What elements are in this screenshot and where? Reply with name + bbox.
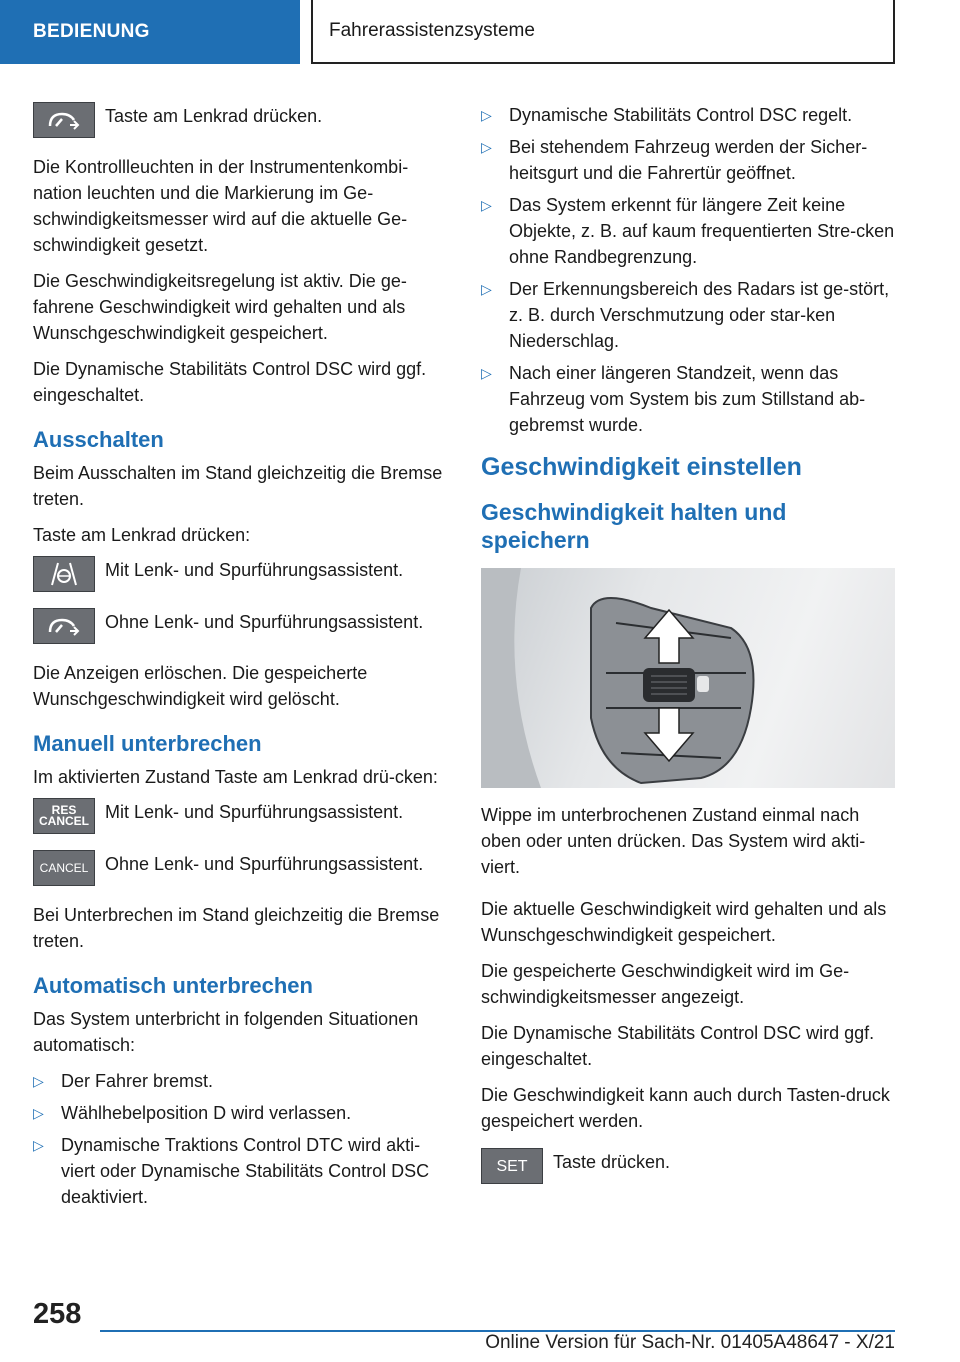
triangle-bullet-icon: ▷ (481, 365, 492, 381)
header-section-label: BEDIENUNG (33, 21, 150, 42)
paragraph: Die Kontrollleuchten in der Instrumentenkombi-nation leuchten und die Markierung im Ge-schwindigkeitsmesser wird auf die aktuelle Ge-schwindigkeit gesetzt. (33, 157, 409, 255)
right-list (481, 102, 895, 438)
header-chapter (311, 0, 895, 64)
list-item: ▷ Nach einer längeren Standzeit, wenn das Fahrzeug vom System bis zum Stillstand ab-gebremst wurde. (481, 360, 895, 438)
right-column (481, 102, 895, 1200)
paragraph: Die Geschwindigkeitsregelung ist aktiv. Die ge-fahrene Geschwindigkeit wird gehalten und als Wunschgeschwindigkeit gespeichert. (33, 271, 407, 343)
header-section (0, 0, 300, 64)
left-column (33, 102, 448, 1220)
set-icon-row (481, 1148, 895, 1184)
aus-icon-text-2: Ohne Lenk- und Spurführungsassistent. (105, 612, 424, 632)
triangle-bullet-icon: ▷ (481, 107, 492, 123)
steering-wheel-rocker-photo (481, 568, 895, 788)
list-item: ▷ Der Erkennungsbereich des Radars ist ge-stört, z. B. durch Verschmutzung oder star-ken Niederschlag. (481, 276, 895, 354)
paragraph: Taste am Lenkrad drücken: (33, 525, 251, 545)
list-item: ▷ Dynamische Stabilitäts Control DSC regelt. (481, 102, 895, 128)
cancel-button-icon: CANCEL (33, 850, 95, 886)
triangle-bullet-icon: ▷ (33, 1105, 44, 1121)
paragraph: Die aktuelle Geschwindigkeit wird gehalten und als Wunschgeschwindigkeit gespeichert. (481, 899, 887, 945)
paragraph: Die Geschwindigkeit kann auch durch Tasten-druck gespeichert werden. (481, 1085, 890, 1131)
heading-geschwindigkeit-einstellen: Geschwindigkeit einstellen (481, 453, 802, 481)
paragraph: Bei Unterbrechen im Stand gleichzeitig die Bremse treten. (33, 905, 440, 951)
list-item: ▷ Der Fahrer bremst. (33, 1068, 448, 1094)
intro-icon-row (33, 102, 448, 138)
triangle-bullet-icon: ▷ (33, 1137, 44, 1153)
man-icon-text-2: Ohne Lenk- und Spurführungsassistent. (105, 854, 424, 874)
list-item: ▷ Das System erkennt für längere Zeit keine Objekte, z. B. auf kaum frequentierten Stre-cken ohne Randbegrenzung. (481, 192, 895, 270)
heading-manuell: Manuell unterbrechen (33, 731, 262, 756)
res-cancel-button-icon: RES CANCEL (33, 798, 95, 834)
aus-icon-row-1 (33, 556, 448, 592)
paragraph: Wippe im unterbrochenen Zustand einmal nach oben oder unten drücken. Das System wird akti-viert. (481, 805, 866, 877)
aus-icon-row-2 (33, 608, 448, 644)
set-icon-text: Taste drücken. (553, 1152, 671, 1172)
page-number: 258 (33, 1298, 82, 1330)
paragraph: Das System unterbricht in folgenden Situationen automatisch: (33, 1009, 419, 1055)
steering-assist-icon (33, 556, 95, 592)
list-item: ▷ Bei stehendem Fahrzeug werden der Sicher-heitsgurt und die Fahrertür geöffnet. (481, 134, 895, 186)
heading-ausschalten: Ausschalten (33, 427, 164, 452)
triangle-bullet-icon: ▷ (481, 197, 492, 213)
heading-automatisch: Automatisch unterbrechen (33, 973, 313, 998)
set-button-icon: SET (481, 1148, 543, 1184)
paragraph: Die Dynamische Stabilitäts Control DSC wird ggf. eingeschaltet. (33, 359, 427, 405)
triangle-bullet-icon: ▷ (481, 139, 492, 155)
intro-icon-text: Taste am Lenkrad drücken. (105, 106, 323, 126)
auto-list (33, 1068, 448, 1210)
list-item: ▷ Wählhebelposition D wird verlassen. (33, 1100, 448, 1126)
man-icon-row-2 (33, 850, 448, 886)
paragraph: Im aktivierten Zustand Taste am Lenkrad drü-cken: (33, 767, 438, 787)
paragraph: Beim Ausschalten im Stand gleichzeitig die Bremse treten. (33, 463, 443, 509)
triangle-bullet-icon: ▷ (481, 281, 492, 297)
list-item: ▷ Dynamische Traktions Control DTC wird akti-viert oder Dynamische Stabilitäts Control DSC deaktiviert. (33, 1132, 448, 1210)
triangle-bullet-icon: ▷ (33, 1073, 44, 1089)
paragraph: Die Dynamische Stabilitäts Control DSC wird ggf. eingeschaltet. (481, 1023, 875, 1069)
aus-icon-text-1: Mit Lenk- und Spurführungsassistent. (105, 560, 404, 580)
paragraph: Die gespeicherte Geschwindigkeit wird im Ge-schwindigkeitsmesser angezeigt. (481, 961, 850, 1007)
man-icon-row-1 (33, 798, 448, 834)
paragraph: Die Anzeigen erlöschen. Die gespeicherte Wunschgeschwindigkeit wird gelöscht. (33, 663, 368, 709)
heading-geschwindigkeit-halten: Geschwindigkeit halten und speichern (481, 499, 787, 553)
cruise-control-icon (33, 608, 95, 644)
header-chapter-label: Fahrerassistenzsysteme (329, 20, 535, 41)
footer-text: Online Version für Sach-Nr. 01405A48647 - X/21 (485, 1332, 895, 1353)
man-icon-text-1: Mit Lenk- und Spurführungsassistent. (105, 802, 404, 822)
cruise-control-icon (33, 102, 95, 138)
